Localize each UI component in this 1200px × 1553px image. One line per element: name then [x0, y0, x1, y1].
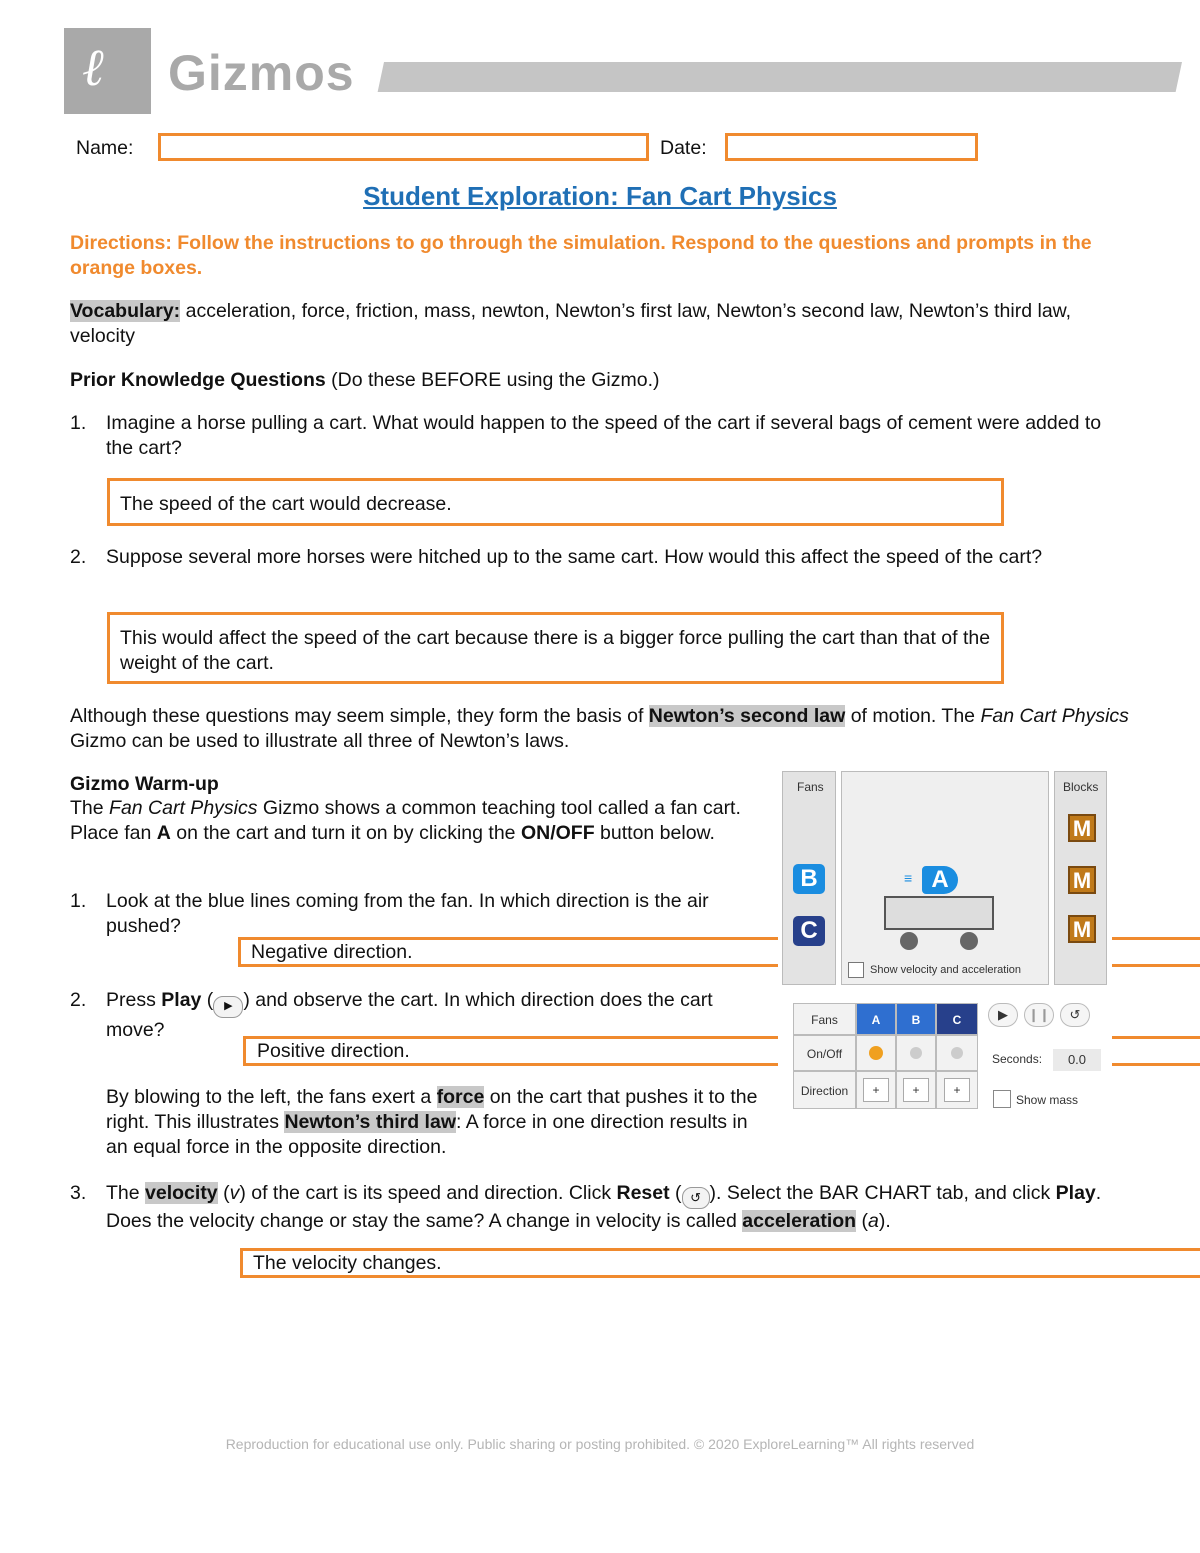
intro-text: Gizmo shows a common teaching tool called a fan cart. Place fan — [70, 797, 741, 844]
direction-label: Direction — [793, 1071, 856, 1109]
prior-question-1: Imagine a horse pulling a cart. What would happen to the speed of the cart if several bags of cement were added to the cart? — [106, 412, 1102, 459]
play-button[interactable]: ▶ — [988, 1003, 1018, 1027]
warmup-answer-2[interactable]: Positive direction. — [257, 1040, 410, 1062]
gizmo-name: Fan Cart Physics — [980, 705, 1129, 727]
table-col-c: C — [936, 1003, 978, 1035]
answer-box-2[interactable]: This would affect the speed of the cart because there is a bigger force pulling the cart than that of the weight of the cart. — [107, 612, 1004, 684]
warmup-intro — [70, 796, 750, 846]
logo-glyph: ℓ — [82, 38, 104, 98]
q2-text: ( — [201, 989, 214, 1011]
onoff-b-toggle[interactable] — [910, 1047, 922, 1059]
show-va-label: Show velocity and acceleration — [870, 964, 1022, 976]
although-text: Although these questions may seem simple, they form the basis of — [70, 705, 649, 727]
onoff-c-toggle[interactable] — [951, 1047, 963, 1059]
although-text: Gizmo can be used to illustrate all three of Newton’s laws. — [70, 730, 570, 752]
reset-ref: Reset — [616, 1182, 670, 1204]
v-symbol: v — [229, 1182, 240, 1204]
direction-b-button[interactable]: + — [903, 1078, 929, 1102]
logo-text: Gizmos — [168, 45, 355, 101]
warmup-answer-1[interactable]: Negative direction. — [251, 941, 413, 963]
q3-text: ) of the cart is its speed and direction. Click — [239, 1182, 617, 1204]
warmup-question-1: Look at the blue lines coming from the fan. In which direction is the air pushed? — [106, 890, 709, 937]
onoff-b-cell — [896, 1035, 936, 1071]
q3-text: ( — [856, 1210, 869, 1232]
although-paragraph — [70, 704, 1130, 754]
fan-b-button[interactable]: B — [793, 864, 825, 894]
answer-box-edge — [240, 1248, 243, 1278]
question-number: 3. — [70, 1182, 87, 1204]
direction-b-cell — [896, 1071, 936, 1109]
pause-button[interactable]: ❙❙ — [1024, 1003, 1054, 1027]
fans-panel — [782, 771, 836, 985]
show-va-checkbox[interactable] — [848, 962, 864, 978]
q3-text: The — [106, 1182, 146, 1204]
question-number: 1. — [70, 412, 87, 434]
force-term: force — [436, 1086, 485, 1108]
table-col-a: A — [856, 1003, 896, 1035]
velocity-term: velocity — [145, 1182, 218, 1204]
header-bar — [378, 62, 1182, 92]
warmup-heading: Gizmo Warm-up — [70, 773, 219, 795]
q3-text: . Does the velocity change or stay the same? A change in velocity is called — [106, 1182, 1102, 1232]
answer-box-top-right — [1112, 937, 1200, 940]
newton-second-law-term: Newton’s second law — [648, 705, 846, 727]
direction-c-cell — [936, 1071, 978, 1109]
answer-box-1[interactable]: The speed of the cart would decrease. — [107, 478, 1004, 526]
vocabulary-text: acceleration, force, friction, mass, newton, Newton’s first law, Newton’s second law, Newton’s third law, velocity — [70, 300, 1072, 347]
acceleration-term: acceleration — [742, 1210, 857, 1232]
mass-block[interactable]: M — [1068, 814, 1096, 842]
fan-a-on-cart[interactable]: A — [922, 866, 958, 894]
prior-question-2: Suppose several more horses were hitched up to the same cart. How would this affect the speed of the cart? — [106, 546, 1043, 568]
q3-text: ( — [669, 1182, 682, 1204]
vocabulary — [70, 299, 1130, 349]
question-number: 1. — [70, 890, 87, 912]
mass-block[interactable]: M — [1068, 866, 1096, 894]
q3-text: ( — [217, 1182, 230, 1204]
warmup-question-3 — [106, 1181, 1126, 1234]
cart-wheel — [960, 932, 978, 950]
a-symbol: a — [868, 1210, 879, 1232]
third-law-paragraph — [106, 1085, 766, 1160]
question-number: 2. — [70, 546, 87, 568]
direction-c-button[interactable]: + — [944, 1078, 970, 1102]
q3-text: ). — [878, 1210, 891, 1232]
prior-knowledge-heading — [70, 368, 660, 393]
reset-icon: ↺ — [682, 1187, 710, 1209]
gizmo-name: Fan Cart Physics — [109, 797, 258, 819]
answer-box-top-right — [1112, 1036, 1200, 1039]
direction-a-cell — [856, 1071, 896, 1109]
table-fans-label: Fans — [793, 1003, 856, 1035]
date-field[interactable] — [725, 133, 978, 161]
fans-label: Fans — [797, 780, 824, 794]
answer-box-edge — [243, 1036, 246, 1066]
mass-block[interactable]: M — [1068, 915, 1096, 943]
show-mass-checkbox[interactable] — [993, 1090, 1011, 1108]
intro-text: button below. — [594, 822, 715, 844]
intro-text: on the cart and turn it on by clicking the — [170, 822, 521, 844]
simulation-area — [841, 771, 1049, 985]
table-col-b: B — [896, 1003, 936, 1035]
play-icon: ▶ — [213, 996, 243, 1018]
onoff-label: On/Off — [793, 1035, 856, 1071]
name-field[interactable] — [158, 133, 649, 161]
cart-body — [884, 896, 994, 930]
although-text: of motion. The — [845, 705, 981, 727]
answer-box-bottom-right — [1112, 964, 1200, 967]
answer-box-bottom-right — [1112, 1063, 1200, 1066]
fan-a-ref: A — [156, 822, 171, 844]
intro-text: The — [70, 797, 110, 819]
seconds-label: Seconds: — [992, 1052, 1043, 1066]
prior-heading-text: Prior Knowledge Questions — [70, 369, 326, 391]
play-ref: Play — [1055, 1182, 1096, 1204]
blocks-panel — [1054, 771, 1107, 985]
para-text: : A force in one direction results in an equal force in the opposite direction. — [106, 1111, 748, 1158]
newton-third-law-term: Newton’s third law — [284, 1111, 456, 1133]
warmup-answer-3[interactable]: The velocity changes. — [253, 1252, 442, 1274]
gizmos-logo-mark — [64, 28, 151, 114]
play-ref: Play — [161, 989, 202, 1011]
blocks-label: Blocks — [1063, 780, 1099, 794]
question-number: 2. — [70, 989, 87, 1011]
fan-c-button[interactable]: C — [793, 916, 825, 946]
directions: Directions: Follow the instructions to go through the simulation. Respond to the questions and prompts in the orange boxes. — [70, 232, 1092, 279]
direction-a-button[interactable]: + — [863, 1078, 889, 1102]
page-title: Student Exploration: Fan Cart Physics — [363, 181, 837, 211]
reset-button[interactable]: ↺ — [1060, 1003, 1090, 1027]
vocabulary-label: Vocabulary: — [70, 300, 181, 322]
warmup-question-2 — [106, 988, 756, 1043]
onoff-a-toggle[interactable] — [869, 1046, 883, 1060]
answer-box-edge — [238, 937, 241, 967]
date-label: Date: — [660, 137, 707, 159]
prior-heading-note: (Do these BEFORE using the Gizmo.) — [325, 369, 660, 391]
onoff-c-cell — [936, 1035, 978, 1071]
onoff-a-cell — [856, 1035, 896, 1071]
air-lines: ≡ — [904, 870, 913, 886]
cart-wheel — [900, 932, 918, 950]
q3-text: ). Select the BAR CHART tab, and click — [709, 1182, 1056, 1204]
name-label: Name: — [76, 137, 134, 159]
para-text: By blowing to the left, the fans exert a — [106, 1086, 437, 1108]
footer-copyright: Reproduction for educational use only. Public sharing or posting prohibited. © 2020 ExploreLearning™ All rights reserved — [225, 1436, 975, 1452]
para-text: on the cart that pushes it to the right. This illustrates — [106, 1086, 758, 1133]
show-mass-label: Show mass — [1016, 1093, 1079, 1107]
seconds-value: 0.0 — [1053, 1049, 1101, 1071]
q2-text: ) and observe the cart. In which direction does the cart move? — [106, 989, 713, 1041]
onoff-ref: ON/OFF — [520, 822, 595, 844]
q2-text: Press — [106, 989, 162, 1011]
